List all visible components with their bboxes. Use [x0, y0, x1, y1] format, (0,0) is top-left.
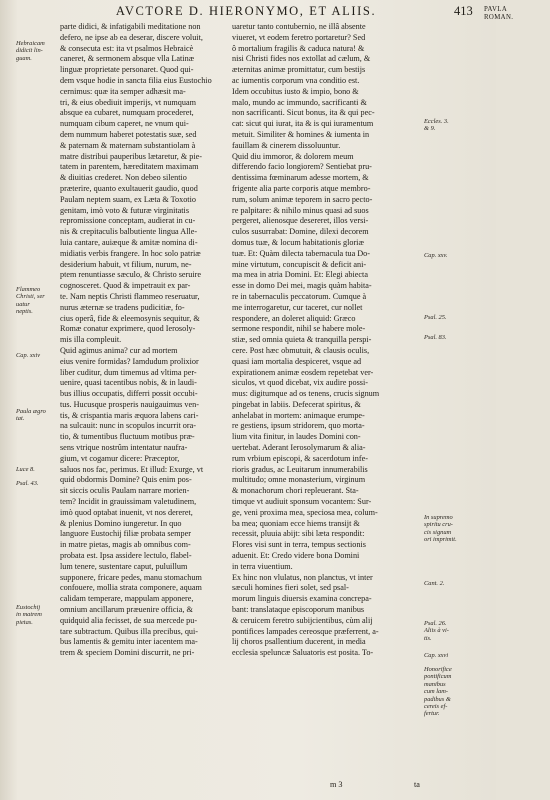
- left-text-column: [60, 22, 226, 659]
- text-line: culos susurrabat: Domine, dilexi decorem: [232, 227, 369, 237]
- text-line: & consecuta est: ita vt psalmos Hebraicè: [60, 43, 194, 53]
- text-line: tem? Incidit in grauissimam valetudinem,: [60, 497, 197, 507]
- text-line: recessit, pluuia abijt: sibi læta respondit:: [232, 529, 365, 539]
- text-line: tio, & tumentibus fluctuum motibus præ-: [60, 432, 195, 442]
- text-line: nisi Christi fides nos extollat ad cælum, &: [232, 54, 371, 64]
- text-line: Romæ conatur exprimere, quod Ierosoly-: [60, 324, 196, 334]
- text-line: imò quod optabat inuenit, vt nos dereret,: [60, 507, 193, 517]
- text-line: pingebat in labiis. Defecerat spiritus, &: [232, 399, 361, 409]
- text-line: sens vtrique nostrûm intentatur naufra-: [60, 443, 188, 453]
- margin-note-line: Eustochij: [16, 604, 41, 611]
- text-line: na sulcauit: nunc in scopulos incurrit ora-: [60, 421, 196, 431]
- margin-note-line: Psal. 43.: [16, 480, 39, 487]
- margin-note-line: Cant. 2.: [424, 580, 445, 587]
- margin-note: [424, 666, 490, 718]
- text-line: eius venire formidas? Iamdudum prolixior: [60, 356, 199, 366]
- text-line: siculos, vt quod dicebat, vix audire possi-: [232, 378, 368, 388]
- text-line: Ex hinc non vlulatus, non planctus, vt inter: [232, 572, 373, 582]
- margin-note: [424, 314, 490, 321]
- text-line: mus: digitumque ad os tenens, crucis signum: [232, 389, 380, 399]
- margin-note: [424, 580, 490, 587]
- text-line: omnium ancillarum præuenire officia, &: [60, 605, 193, 615]
- text-line: stiæ, sed omnia quieta & tranquilla perspi-: [232, 335, 372, 345]
- text-line: sermone respondit, nihil se habere mole-: [232, 324, 366, 334]
- text-line: æternitas animæ promittatur, cum bestijs: [232, 65, 366, 75]
- text-line: cernimus: quæ ita semper adhæsit ma-: [60, 86, 186, 96]
- text-line: absque ea cubaret, numquam procederet,: [60, 108, 194, 118]
- margin-note-line: Aliis à vi-: [424, 627, 449, 635]
- text-line: uertebat. Aderant Ierosolymarum & alia-: [232, 443, 366, 453]
- margin-note-line: guam.: [16, 54, 32, 62]
- text-line: in matre pietas, magis ab omnibus com-: [60, 540, 191, 550]
- text-line: gium, vt cogamur dicere: Præceptor,: [60, 453, 180, 463]
- text-line: nurus æternæ se tradens pudicitiæ, fo-: [60, 302, 185, 312]
- text-line: tri, & eius obediuit imperijs, vt numquam: [60, 97, 196, 107]
- text-line: genitam, imò voto & futuræ virginitatis: [60, 205, 190, 215]
- running-head-line: PAVLA: [484, 6, 508, 13]
- margin-note: [16, 352, 58, 359]
- text-line: sit siccis oculis Paulam narrare morien-: [60, 486, 190, 496]
- text-line: re in tabernaculis peccatorum. Cumque à: [232, 291, 367, 301]
- margin-note-line: In supremo: [424, 514, 453, 521]
- margin-note: [16, 408, 58, 423]
- margin-note-line: padibus &: [424, 695, 451, 703]
- text-line: repromissione conceptam, audierat in cu-: [60, 216, 196, 226]
- margin-note-line: pontificum: [424, 673, 452, 681]
- text-line: & plenius Domino iungeretur. In quo: [60, 518, 182, 528]
- margin-note-line: uatur: [16, 300, 30, 308]
- text-line: tis, & crispantia maris æquora labens cari-: [60, 410, 199, 420]
- text-line: & monachorum chori repleuerant. Sta-: [232, 486, 359, 496]
- text-line: midiatis verbis frangere. In hoc solo patriæ: [60, 248, 201, 258]
- margin-note: [16, 40, 58, 62]
- margin-note-line: fertur.: [424, 710, 440, 718]
- margin-note: [424, 334, 490, 341]
- text-line: Flores visi sunt in terra, tempus sectionis: [232, 540, 366, 550]
- text-line: languore Eustochij filiæ probata semper: [60, 529, 191, 539]
- text-line: ac iumentis corporum vna conditio est.: [232, 75, 360, 85]
- text-line: ma mea in atria Domini. Et: Elegi abiecta: [232, 270, 368, 280]
- text-line: timque vt audiuit sponsum vocantem: Sur-: [232, 497, 372, 507]
- text-line: luia cantare, auiæque & amitæ nomina di-: [60, 237, 198, 247]
- margin-note-line: cis signum: [424, 528, 452, 536]
- text-line: quasi iam mortalia despiceret, vsque ad: [232, 356, 362, 366]
- margin-note-line: Cap. xxiv: [16, 352, 41, 359]
- text-line: cognosceret. Quod & impetrauit ex par-: [60, 281, 191, 291]
- text-line: dem vsque hodie in sancta filia eius Eustochio: [60, 75, 212, 85]
- margin-note: [424, 252, 490, 259]
- page-number: 413: [454, 4, 473, 18]
- margin-note: [424, 514, 490, 544]
- margin-note-line: Cap. xxv.: [424, 252, 448, 259]
- text-line: pergeret, alienosque desereret, illos versi-: [232, 216, 369, 226]
- margin-note-line: pietas.: [16, 618, 33, 626]
- margin-note-line: Psal. 83.: [424, 334, 447, 341]
- margin-note: [16, 604, 58, 626]
- text-line: ba mea; quoniam ecce hiems transijt &: [232, 518, 360, 528]
- text-line: liber cuditur, dum timemus ad vltima per-: [60, 367, 197, 377]
- text-line: non sacrificanti. Sicut bonus, ita & qui pec-: [232, 108, 375, 118]
- text-line: matre distribui pauperibus lætaretur, & pie-: [60, 151, 203, 161]
- text-line: dentissima fœminarum adesse mortem, &: [232, 173, 369, 183]
- margin-note-line: Paula ægro: [16, 408, 46, 415]
- text-line: mine virtutum, concupiscit & deficit ani-: [232, 259, 367, 269]
- text-line: bus illius occupatis, differri possit occubi-: [60, 389, 198, 399]
- text-line: mis illa compleuit.: [60, 335, 122, 345]
- text-line: & paternam & maternam substantiolam à: [60, 140, 196, 150]
- margin-note-line: Eccles. 3.: [424, 118, 449, 125]
- margin-note-line: Psal. 26.: [424, 620, 447, 627]
- text-line: ptem renuntiasse sæculo, & Christo seruire: [60, 270, 201, 280]
- text-line: tuæ. Et: Quàm dilecta tabernacula tua Do-: [232, 248, 371, 258]
- margin-note: [16, 286, 58, 316]
- text-line: respondere, an doleret aliquid: Græco: [232, 313, 356, 323]
- text-line: Quid diu immoror, & dolorem meum: [232, 151, 354, 161]
- running-head-line: ROMAN.: [484, 14, 514, 21]
- text-line: caneret, & sermonem absque vlla Latinæ: [60, 54, 195, 64]
- margin-note-line: cereis ef-: [424, 703, 448, 711]
- text-line: ecclesia speluncæ Saluatoris est posita. To-: [232, 648, 374, 658]
- running-title: AVCTORE D. HIERONYMO, ET ALIIS.: [115, 4, 377, 18]
- text-line: nis & crepitaculis balbutiente lingua Alle-: [60, 227, 198, 237]
- text-line: defero, ne ipse ab ea deserar, discere voluit,: [60, 32, 203, 42]
- text-line: lum tenere, sustentare caput, puluillum: [60, 561, 188, 571]
- text-line: lij choros psallentium ducerent, in media: [232, 637, 366, 647]
- text-line: rum vrbium episcopi, & sacerdotum infe-: [232, 453, 368, 463]
- text-line: me interrogaretur, cur taceret, cur nollet: [232, 302, 363, 312]
- text-line: anhelabat in mortem: animaque erumpe-: [232, 410, 365, 420]
- text-line: & ceruicem feretro subijcientibus, cùm alij: [232, 615, 373, 625]
- margin-note-line: ori imprimit.: [424, 536, 457, 544]
- margin-note: [424, 652, 490, 659]
- margin-note-line: tat.: [16, 415, 25, 423]
- margin-note-line: didicit lin-: [16, 47, 43, 55]
- text-line: rum, solum animæ teporem in sacro pecto-: [232, 194, 373, 204]
- text-line: sæculi homines fieri solet, sed psal-: [232, 583, 349, 593]
- text-line: dem nummum haberet potestatis suæ, sed: [60, 129, 197, 139]
- margin-note-line: in matrem: [16, 611, 42, 619]
- text-line: viueret, vt eodem feretro portaretur? Sed: [232, 32, 366, 42]
- page-header: [60, 4, 514, 21]
- text-line: confouere, mollia strata componere, aquam: [60, 583, 202, 593]
- text-line: quidquid alia fecisset, de sua mercede pu-: [60, 615, 198, 625]
- text-line: tus. Hucusque prosperis nauigauimus ven-: [60, 399, 199, 409]
- text-line: esse in domo Dei mei, magis quàm habita-: [232, 281, 372, 291]
- margin-note-line: & 9.: [424, 125, 436, 133]
- text-line: saluos nos fac, perimus. Et illud: Exurge, vt: [60, 464, 204, 474]
- text-line: & diuitias crederet. Non debeo silentio: [60, 173, 187, 183]
- margin-note: [16, 466, 58, 473]
- margin-note-line: neptis.: [16, 308, 33, 316]
- text-line: metuit. Similiter & homines & iumenta in: [232, 129, 370, 139]
- margin-note-line: spiritu cru-: [424, 521, 453, 529]
- text-line: numquam cibum caperet, ne vnum qui-: [60, 119, 189, 129]
- text-line: quid obdormis Domine? Quis enim pos-: [60, 475, 192, 485]
- text-line: fauillam & cinerem dissoluuntur.: [232, 140, 341, 150]
- margin-note-line: Christi, ser: [16, 293, 45, 301]
- margin-note-line: Hebraicam: [16, 40, 45, 47]
- text-line: cere. Post hæc obmutuit, & clausis oculis,: [232, 345, 370, 355]
- text-line: probata est. Ipsa assidere lectulo, flabel-: [60, 551, 192, 561]
- text-line: ô mortalium fragilis & caduca natura! &: [232, 43, 365, 53]
- text-line: pontifices lampades cereosque præferrent, a-: [232, 626, 379, 636]
- text-line: morum linguis diuersis examina concrepa-: [232, 594, 372, 604]
- text-line: uaretur tanto contubernio, ne illâ absente: [232, 22, 366, 31]
- text-line: rioris gradus, ac Leuitarum innumerabilis: [232, 464, 368, 474]
- text-line: Idem occubitus iusto & impio, bono &: [232, 86, 359, 96]
- text-line: bant: translataque episcoporum manibus: [232, 605, 365, 615]
- text-line: præterire, quanto exultauerit gaudio, quod: [60, 183, 198, 193]
- text-line: re gestiens, ipsum stridorem, quo morta-: [232, 421, 365, 431]
- margin-note: [424, 118, 490, 133]
- text-line: multitudo; omne monasterium, virginum: [232, 475, 366, 485]
- text-line: supponere, fricare pedes, manu stomachum: [60, 572, 202, 582]
- text-line: te. Nam neptis Christi flammeo reseruatur,: [60, 291, 200, 301]
- text-line: re palpitare: & nihilo minus quasi ad suos: [232, 205, 369, 215]
- text-line: domus tuæ, & locum habitationis gloriæ: [232, 237, 364, 247]
- margin-note-line: tis.: [424, 634, 432, 642]
- signature-mark: m 3: [330, 780, 343, 789]
- margin-note-line: manibus: [424, 680, 446, 688]
- text-line: aduenit. Et: Credo videre bona Domini: [232, 551, 360, 561]
- running-head-right: [484, 6, 550, 22]
- text-line: differendo facio longiorem? Sentiebat pru-: [232, 162, 372, 172]
- text-line: ge, veni proxima mea, speciosa mea, colum-: [232, 507, 378, 517]
- text-line: expirationem animæ eosdem repetebat ver-: [232, 367, 374, 377]
- margin-note-line: Flammeo: [16, 286, 41, 293]
- text-line: cius operâ, fide & eleemosynis sequitur, &: [60, 313, 200, 323]
- text-line: frigente alia parte corporis atque membro-: [232, 183, 371, 193]
- catchword: ta: [414, 780, 420, 789]
- text-line: bus lamentis & gemitu inter iacentem ma-: [60, 637, 198, 647]
- text-line: trem & speciem Domini discurrit, ne pri-: [60, 648, 195, 658]
- text-line: tare subtractum. Quibus illa precibus, qui-: [60, 626, 199, 636]
- text-line: Quid agimus anima? cur ad mortem: [60, 345, 178, 355]
- text-line: calidam temperare, mappulam apponere,: [60, 594, 194, 604]
- text-line: uenire, quasi tacentibus nobis, & in laudi-: [60, 378, 197, 388]
- text-line: lium vita finitur, in laudes Domini con-: [232, 432, 361, 442]
- text-line: cat: sicut qui iurat, ita & is qui iuramentum: [232, 119, 374, 129]
- right-text-column: [232, 22, 418, 659]
- margin-note-line: cum lam-: [424, 688, 448, 696]
- margin-note: [16, 480, 58, 487]
- text-line: Paulam neptem suam, ex Læta & Toxotio: [60, 194, 196, 204]
- text-line: linguæ proprietate personaret. Quod qui-: [60, 65, 194, 75]
- margin-note-line: Honorifice: [424, 666, 452, 673]
- text-line: parte didici, & infatigabili meditatione non: [60, 22, 201, 31]
- text-line: malo, mundo ac immundo, sacrificanti &: [232, 97, 367, 107]
- margin-note-line: Psal. 25.: [424, 314, 447, 321]
- margin-note: [424, 620, 490, 642]
- margin-note-line: Luce 8.: [16, 466, 35, 473]
- text-line: in terra viuentium.: [232, 561, 293, 571]
- margin-note-line: Cap. xxvi: [424, 652, 449, 659]
- text-line: tatem in parentem, hæreditatem maximam: [60, 162, 199, 172]
- text-line: desiderium habuit, vt filium, nurum, ne-: [60, 259, 192, 269]
